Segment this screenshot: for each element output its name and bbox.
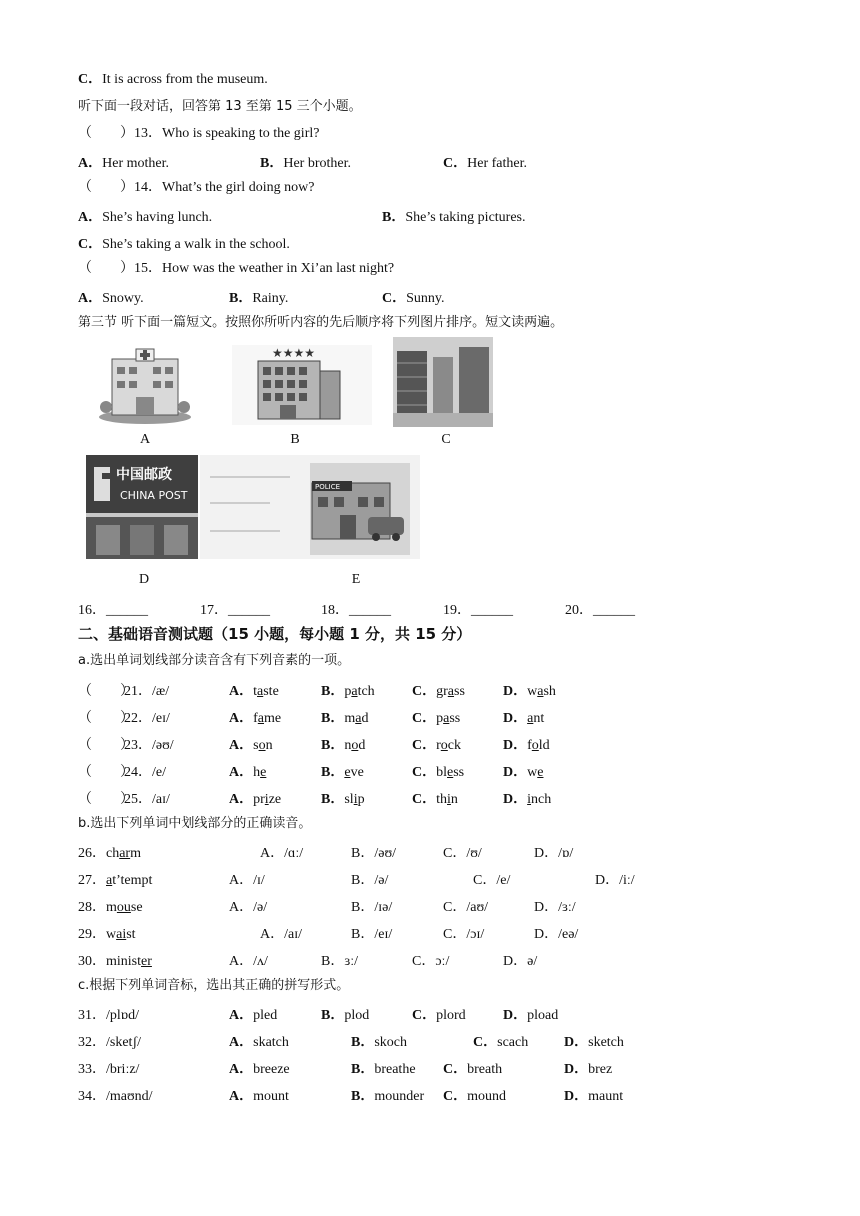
- word-part: th: [436, 792, 448, 807]
- option-text: She’s having lunch.: [102, 210, 213, 225]
- option-b: [351, 1058, 416, 1078]
- option-c: [412, 761, 464, 781]
- option-d: [503, 1004, 558, 1024]
- underlined-letters: e: [447, 765, 454, 780]
- option-a: [229, 734, 273, 754]
- option-d: D．/ɒ/: [534, 846, 574, 861]
- option-b: [351, 1031, 407, 1051]
- picture-label-c: C: [441, 432, 451, 447]
- option-text: pled: [253, 1008, 278, 1023]
- option-label: D．: [503, 738, 528, 753]
- word-part: p: [357, 792, 365, 807]
- option-label: A．: [229, 1008, 254, 1023]
- question-number: 15．: [134, 261, 162, 276]
- option-c: [443, 1085, 506, 1105]
- option-c: C．/e/: [473, 873, 511, 888]
- option-label: C．: [473, 1035, 498, 1050]
- option-label: C．: [412, 711, 437, 726]
- option-label: A．: [229, 1062, 254, 1077]
- question-stem: Who is speaking to the girl?: [162, 126, 320, 141]
- word-part: ze: [268, 792, 282, 807]
- option-b: [321, 680, 375, 700]
- option-text: Her father.: [467, 156, 527, 171]
- answer-paren: （ ）: [78, 738, 134, 753]
- option-d: D．/iː/: [595, 873, 635, 888]
- option-c: [412, 707, 460, 727]
- word-part: s: [253, 738, 259, 753]
- option-label: B．: [260, 156, 284, 171]
- option-b: B．/əʊ/: [351, 846, 397, 861]
- option-c: [382, 287, 445, 307]
- option-d: [564, 1085, 623, 1105]
- picture-label-a: A: [139, 432, 151, 447]
- option-a: [229, 788, 281, 808]
- option-label: B．: [351, 1035, 375, 1050]
- option-text: mounder: [374, 1089, 425, 1104]
- word-part: ss: [453, 765, 465, 780]
- option-label: C．: [78, 237, 103, 252]
- underlined-letters: a: [527, 711, 534, 726]
- option-c: [412, 680, 465, 700]
- option-d: [503, 788, 551, 808]
- option-b: [321, 707, 368, 727]
- word-part: sl: [344, 792, 354, 807]
- word-part: t’tempt: [112, 873, 153, 888]
- word-part: st: [126, 927, 136, 942]
- subsection-c-instruction: c.根据下列单词音标，选出其正确的拼写形式。: [78, 978, 350, 993]
- question-15: [78, 260, 394, 278]
- option-text: scach: [497, 1035, 529, 1050]
- answer-paren: （ ）: [78, 684, 134, 699]
- option-c: [412, 788, 458, 808]
- option-text: skatch: [253, 1035, 289, 1050]
- option-label: B．: [321, 765, 345, 780]
- question-word: [78, 950, 152, 970]
- option-text: maunt: [588, 1089, 624, 1104]
- underlined-letters: i: [353, 792, 358, 807]
- word-part: n: [450, 792, 458, 807]
- option-label: A．: [229, 711, 254, 726]
- option-text: Her mother.: [102, 156, 169, 171]
- word-part: m: [106, 900, 117, 915]
- underlined-letters: i: [447, 792, 451, 807]
- word-part: d: [358, 738, 366, 753]
- option-a: A．/aɪ/: [260, 927, 302, 942]
- question-word: [78, 923, 136, 943]
- option-text: breathe: [374, 1062, 416, 1077]
- option-label: A．: [78, 291, 103, 306]
- word-part: w: [527, 765, 538, 780]
- answer-paren: （ ）: [78, 126, 134, 141]
- question-word: [78, 896, 143, 916]
- option-a: [229, 680, 279, 700]
- underlined-letters: a: [257, 684, 264, 699]
- word-part: m: [344, 711, 356, 726]
- option-b: [321, 788, 365, 808]
- underlined-letters: e: [537, 765, 544, 780]
- option-text: mound: [467, 1089, 507, 1104]
- question-stem: How was the weather in Xi’an last night?: [162, 261, 395, 276]
- underlined-letters: o: [531, 738, 539, 753]
- word-part: n: [265, 738, 273, 753]
- option-label: B．: [321, 738, 345, 753]
- option-text: mount: [253, 1089, 289, 1104]
- option-text: breeze: [253, 1062, 290, 1077]
- option-c: C．/aʊ/: [443, 900, 489, 915]
- underlined-letters: ai: [116, 927, 127, 942]
- word-part: d: [361, 711, 369, 726]
- answer-paren: （ ）: [78, 261, 134, 276]
- blank-18: 18．______: [321, 603, 391, 618]
- option-label: D．: [503, 792, 528, 807]
- police-sign: POLICE: [315, 483, 341, 491]
- option-b: [382, 206, 526, 226]
- word-part: f: [527, 738, 532, 753]
- phonetic-transcription: 32．/sketʃ/: [78, 1035, 141, 1050]
- option-label: B．: [321, 711, 345, 726]
- option-text: plod: [344, 1008, 370, 1023]
- option-text: Her brother.: [283, 156, 351, 171]
- question-stem: What’s the girl doing now?: [162, 180, 315, 195]
- option-label: B．: [321, 792, 345, 807]
- answer-paren: （ ）: [78, 792, 134, 807]
- underlined-letters: a: [355, 711, 362, 726]
- option-a: [229, 1085, 289, 1105]
- option-label: D．: [503, 1008, 528, 1023]
- question-number: 23．/əʊ/: [124, 738, 174, 753]
- word-part: me: [264, 711, 282, 726]
- question-number: 22．/eɪ/: [124, 711, 170, 726]
- option-d: [503, 680, 556, 700]
- option-c: [443, 152, 527, 172]
- option-label: A．: [229, 684, 254, 699]
- blank-19: 19．______: [443, 603, 513, 618]
- post-sign-cn: 中国邮政: [116, 467, 172, 483]
- underlined-letters: a: [447, 684, 455, 699]
- option-label: D．: [503, 765, 528, 780]
- underlined-letters: o: [351, 738, 359, 753]
- dialogue-instruction: 听下面一段对话，回答第 13 至第 15 三个小题。: [78, 99, 362, 114]
- option-a: [78, 287, 144, 307]
- word-part: p: [436, 711, 444, 726]
- section-3-instruction: 第三节 听下面一篇短文。按照你所听内容的先后顺序将下列图片排序。短文读两遍。: [78, 315, 564, 330]
- word-part: ld: [538, 738, 550, 753]
- option-text: sketch: [588, 1035, 624, 1050]
- underlined-letters: a: [537, 684, 544, 699]
- underlined-letters: o: [258, 738, 266, 753]
- word-part: ss: [454, 684, 465, 699]
- option-label: A．: [78, 210, 103, 225]
- phonetic-transcription: 33．/briːz/: [78, 1062, 140, 1077]
- option-text: Snowy.: [102, 291, 144, 306]
- option-label: A．: [229, 1089, 254, 1104]
- answer-paren: （ ）: [78, 180, 134, 195]
- post-logo-icon: [94, 467, 110, 501]
- underlined-letters: a: [443, 711, 450, 726]
- question-number: 24．/e/: [124, 765, 166, 780]
- option-c: [412, 734, 461, 754]
- option-label: A．: [229, 738, 254, 753]
- option-text: Rainy.: [252, 291, 289, 306]
- question-number: 13．: [134, 126, 162, 141]
- question-number: 25．/aɪ/: [124, 792, 170, 807]
- option-label: C．: [443, 1062, 468, 1077]
- option-a: A．/ɑː/: [260, 846, 304, 861]
- option-d: [503, 761, 543, 781]
- word-part: ve: [350, 765, 364, 780]
- word-part: w: [527, 684, 538, 699]
- option-label: B．: [351, 1089, 375, 1104]
- question-number: 27．: [78, 873, 106, 888]
- word-part: sh: [543, 684, 556, 699]
- option-d: D．/eə/: [534, 927, 579, 942]
- option-label: C．: [443, 156, 468, 171]
- option-label: A．: [229, 792, 254, 807]
- question-number: 28．: [78, 900, 106, 915]
- word-part: bl: [436, 765, 448, 780]
- option-label: D．: [503, 684, 528, 699]
- option-text: breath: [467, 1062, 503, 1077]
- option-a: [78, 206, 212, 226]
- word-part: m: [130, 846, 141, 861]
- option-text: It is across from the museum.: [102, 72, 268, 87]
- subsection-a-instruction: a.选出单词划线部分读音含有下列音素的一项。: [78, 653, 351, 668]
- option-label: A．: [229, 1035, 254, 1050]
- option-c: [443, 1058, 502, 1078]
- question-word: [78, 869, 152, 889]
- option-a: A．/ʌ/: [229, 954, 268, 969]
- part-2-title: 二、基础语音测试题（15 小题，每小题 1 分，共 15 分）: [78, 625, 472, 643]
- option-label: C．: [443, 1089, 468, 1104]
- option-label: C．: [412, 1008, 437, 1023]
- option-d: [564, 1058, 612, 1078]
- option-b: [321, 761, 364, 781]
- word-part: ch: [106, 846, 120, 861]
- option-a: A．/ə/: [229, 900, 268, 915]
- underlined-letters: ou: [116, 900, 131, 915]
- option-c: [412, 1004, 466, 1024]
- option-b: B．/eɪ/: [351, 927, 393, 942]
- option-text: pload: [527, 1008, 559, 1023]
- question-number: 21．/æ/: [124, 684, 170, 699]
- word-part: ck: [447, 738, 462, 753]
- post-sign-en: CHINA POST: [120, 489, 188, 502]
- picture-label-d: D: [138, 572, 150, 587]
- option-c-line: [78, 71, 268, 89]
- word-part: w: [106, 927, 117, 942]
- option-b: [321, 734, 365, 754]
- word-part: r: [436, 738, 441, 753]
- option-c: C．/ɔɪ/: [443, 927, 485, 942]
- option-a: [229, 761, 266, 781]
- option-label: B．: [321, 1008, 345, 1023]
- hospital-picture: [98, 345, 192, 425]
- option-label: D．: [503, 711, 528, 726]
- option-text: brez: [588, 1062, 613, 1077]
- word-part: minist: [106, 954, 142, 969]
- option-text: skoch: [374, 1035, 408, 1050]
- underlined-letters: i: [527, 792, 532, 807]
- option-label: C．: [412, 738, 437, 753]
- option-a: [78, 152, 169, 172]
- underlined-letters: e: [344, 765, 351, 780]
- word-part: tch: [357, 684, 375, 699]
- question-14: [78, 179, 314, 197]
- underlined-letters: er: [141, 954, 152, 969]
- answer-paren: （ ）: [78, 765, 134, 780]
- option-b: [321, 1004, 369, 1024]
- option-text: Sunny.: [406, 291, 445, 306]
- option-c: C．/ʊ/: [443, 846, 482, 861]
- word-part: se: [130, 900, 143, 915]
- option-b: B．ɜː/: [321, 954, 358, 969]
- option-b: B．/ɪə/: [351, 900, 393, 915]
- option-c: [473, 1031, 528, 1051]
- question-number: 30．: [78, 954, 106, 969]
- word-part: t: [253, 684, 258, 699]
- option-text: She’s taking pictures.: [405, 210, 526, 225]
- word-part: h: [253, 765, 261, 780]
- picture-label-e: E: [351, 572, 361, 587]
- option-label: C．: [412, 684, 437, 699]
- word-part: ss: [449, 711, 461, 726]
- phonetic-transcription: 31．/plɒd/: [78, 1008, 139, 1023]
- hotel-picture: [232, 345, 372, 425]
- option-label: C．: [78, 72, 103, 87]
- word-part: f: [253, 711, 258, 726]
- option-text: plord: [436, 1008, 466, 1023]
- subsection-b-instruction: b.选出下列单词中划线部分的正确读音。: [78, 816, 312, 831]
- word-part: nch: [531, 792, 552, 807]
- library-picture: [393, 337, 493, 427]
- question-number: 14．: [134, 180, 162, 195]
- option-label: B．: [382, 210, 406, 225]
- option-label: D．: [564, 1062, 589, 1077]
- police-station-picture: [200, 455, 420, 559]
- option-label: B．: [229, 291, 253, 306]
- option-d: [503, 734, 550, 754]
- underlined-letters: a: [351, 684, 358, 699]
- option-label: D．: [564, 1089, 589, 1104]
- option-label: B．: [351, 1062, 375, 1077]
- word-part: nt: [533, 711, 545, 726]
- blank-17: 17．______: [200, 603, 270, 618]
- option-b: [260, 152, 351, 172]
- word-part: gr: [436, 684, 448, 699]
- option-b: [229, 287, 288, 307]
- question-word: [78, 842, 141, 862]
- option-label: A．: [78, 156, 103, 171]
- word-part: ste: [263, 684, 279, 699]
- option-label: D．: [564, 1035, 589, 1050]
- underlined-letters: a: [257, 711, 265, 726]
- option-a: [229, 1031, 289, 1051]
- question-13: [78, 125, 319, 143]
- question-number: 29．: [78, 927, 106, 942]
- option-label: C．: [412, 792, 437, 807]
- word-part: p: [344, 684, 352, 699]
- option-label: C．: [382, 291, 407, 306]
- option-d: [564, 1031, 624, 1051]
- phonetic-transcription: 34．/maʊnd/: [78, 1089, 153, 1104]
- underlined-letters: o: [440, 738, 448, 753]
- blank-16: 16．______: [78, 603, 148, 618]
- option-c: [78, 233, 290, 253]
- underlined-letters: a: [106, 873, 113, 888]
- option-label: A．: [229, 765, 254, 780]
- option-a: [229, 1058, 290, 1078]
- option-label: C．: [412, 765, 437, 780]
- option-a: [229, 1004, 277, 1024]
- option-b: [351, 1085, 424, 1105]
- option-label: B．: [321, 684, 345, 699]
- word-part: n: [344, 738, 352, 753]
- question-number: 26．: [78, 846, 106, 861]
- option-d: D．/ɜː/: [534, 900, 576, 915]
- hotel-stars-icon: ★★★★: [272, 346, 316, 360]
- option-c: C．ɔː/: [412, 954, 450, 969]
- option-d: D．ə/: [503, 954, 538, 969]
- option-a: A．/ɪ/: [229, 873, 265, 888]
- underlined-letters: i: [264, 792, 269, 807]
- answer-paren: （ ）: [78, 711, 134, 726]
- option-text: She’s taking a walk in the school.: [102, 237, 290, 252]
- option-b: B．/ə/: [351, 873, 389, 888]
- underlined-letters: e: [260, 765, 267, 780]
- blank-20: 20．______: [565, 603, 635, 618]
- underlined-letters: ar: [119, 846, 131, 861]
- word-part: pr: [253, 792, 265, 807]
- picture-label-b: B: [290, 432, 300, 447]
- option-a: [229, 707, 281, 727]
- post-office-picture: [86, 455, 198, 559]
- option-d: [503, 707, 544, 727]
